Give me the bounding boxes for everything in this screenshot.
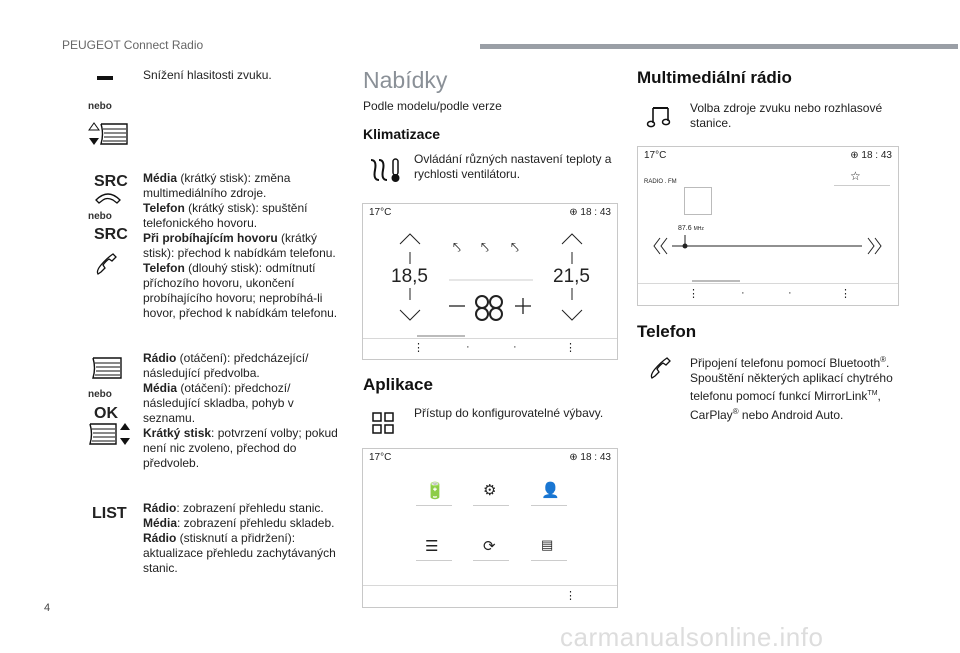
apps-text: Přístup do konfigurovatelné výbavy. bbox=[414, 406, 604, 420]
screen-nav: ⋮ · · ⋮ bbox=[413, 341, 576, 354]
tel-title: Telefon bbox=[637, 322, 697, 341]
screen-clock: ⊕ 18 : 43 bbox=[569, 452, 611, 463]
handset-icon bbox=[94, 252, 120, 278]
src-label-2: SRC bbox=[94, 226, 128, 243]
climate-icon bbox=[367, 156, 403, 184]
header-title: PEUGEOT Connect Radio bbox=[62, 38, 204, 52]
screen-nav: ⋮ · · ⋮ bbox=[688, 287, 851, 300]
station-artwork bbox=[684, 187, 712, 215]
or-label-3: nebo bbox=[88, 389, 112, 400]
screen-temp: 17°C bbox=[369, 452, 392, 463]
tuning-scale[interactable] bbox=[638, 233, 898, 263]
radio-title: Multimediální rádio bbox=[637, 68, 792, 87]
screen-temp: 17°C bbox=[644, 150, 667, 161]
band-label: RADIO . FM bbox=[644, 179, 677, 185]
app-tile-3-icon: 👤 bbox=[541, 482, 560, 499]
apps-title: Aplikace bbox=[363, 375, 433, 394]
music-note-icon bbox=[646, 104, 672, 130]
app-tile-6-icon: ▤ bbox=[541, 537, 554, 552]
screen-nav: ⋮ bbox=[565, 590, 576, 602]
svg-text:⤣: ⤣ bbox=[511, 239, 519, 255]
header-bar bbox=[480, 44, 958, 49]
climate-screen bbox=[362, 203, 618, 360]
screen-temp: 17°C bbox=[369, 207, 392, 218]
clim-title: Klimatizace bbox=[363, 126, 441, 142]
handset-icon-2 bbox=[648, 356, 674, 382]
app-tile-2-icon: ⚙ bbox=[483, 482, 497, 499]
minus-icon bbox=[97, 76, 113, 80]
apps-screen bbox=[362, 448, 618, 608]
right-temp: 21,5 bbox=[553, 266, 590, 287]
vol-down-text: Snížení hlasitosti zvuku. bbox=[143, 68, 272, 82]
screen-clock: ⊕ 18 : 43 bbox=[850, 150, 892, 161]
menus-title: Nabídky bbox=[363, 67, 448, 93]
list-description: Rádio: zobrazení přehledu stanic. Média: zobrazení přehledu skladeb. Rádio (stisknutí a přidržení): aktualizace přehledu zachytávaných stanic. bbox=[143, 501, 336, 575]
favorite-star-icon[interactable]: ☆ bbox=[850, 169, 861, 183]
rotary-wheel-icon bbox=[90, 355, 124, 381]
menus-subtitle: Podle modelu/podle verze bbox=[363, 99, 502, 113]
svg-text:⤣: ⤣ bbox=[481, 239, 489, 255]
app-tile-4-icon: ☰ bbox=[425, 538, 439, 555]
rotary-ok-icon bbox=[88, 420, 132, 448]
src-description: Média (krátký stisk): změna multimediálního zdroje. Telefon (krátký stisk): spuštění telefonického hovoru. Při probíhajícím hovoru (krátký stisk): přechod k nabídkám telefonu. Telefon (dlouhý stisk): odmítnutí příchozího hovoru, ukončení probíhajícího hovoru; neprobíhá-li hovor, přechod k nabídkám telefonu. bbox=[143, 171, 338, 320]
watermark: carmanualsonline.info bbox=[560, 622, 824, 652]
ok-label: OK bbox=[94, 405, 118, 422]
or-label: nebo bbox=[88, 101, 112, 112]
radio-screen bbox=[637, 146, 899, 306]
list-label: LIST bbox=[92, 505, 127, 522]
frequency: 87.6 MHz bbox=[678, 225, 704, 232]
app-tile-1-icon: 🔋 bbox=[425, 483, 445, 500]
phone-icon bbox=[94, 190, 122, 204]
page-number: 4 bbox=[44, 602, 51, 614]
src-label: SRC bbox=[94, 173, 128, 190]
apps-grid-icon bbox=[371, 411, 395, 435]
rotary-description: Rádio (otáčení): předcházející/ následující předvolba. Média (otáčení): předchozí/ následující skladba, pohyb v seznamu. Krátký stisk: potvrzení volby; pokud není nic zvoleno, přechod do předvoleb. bbox=[143, 351, 338, 470]
radio-text: Volba zdroje zvuku nebo rozhlasové stanice. bbox=[690, 101, 883, 130]
svg-text:⤣: ⤣ bbox=[453, 239, 461, 255]
app-tile-5-icon: ⟳ bbox=[483, 538, 496, 555]
clim-text: Ovládání různých nastavení teploty a rychlosti ventilátoru. bbox=[414, 152, 612, 181]
rotary-up-down-icon bbox=[86, 120, 130, 148]
tel-text: Připojení telefonu pomocí Bluetooth®. Spouštění některých aplikací chytrého telefonu pomocí funkcí MirrorLink™, CarPlay® nebo Android Auto. bbox=[690, 355, 893, 422]
screen-clock: ⊕ 18 : 43 bbox=[569, 207, 611, 218]
or-label-2: nebo bbox=[88, 211, 112, 222]
left-temp: 18,5 bbox=[391, 266, 428, 287]
